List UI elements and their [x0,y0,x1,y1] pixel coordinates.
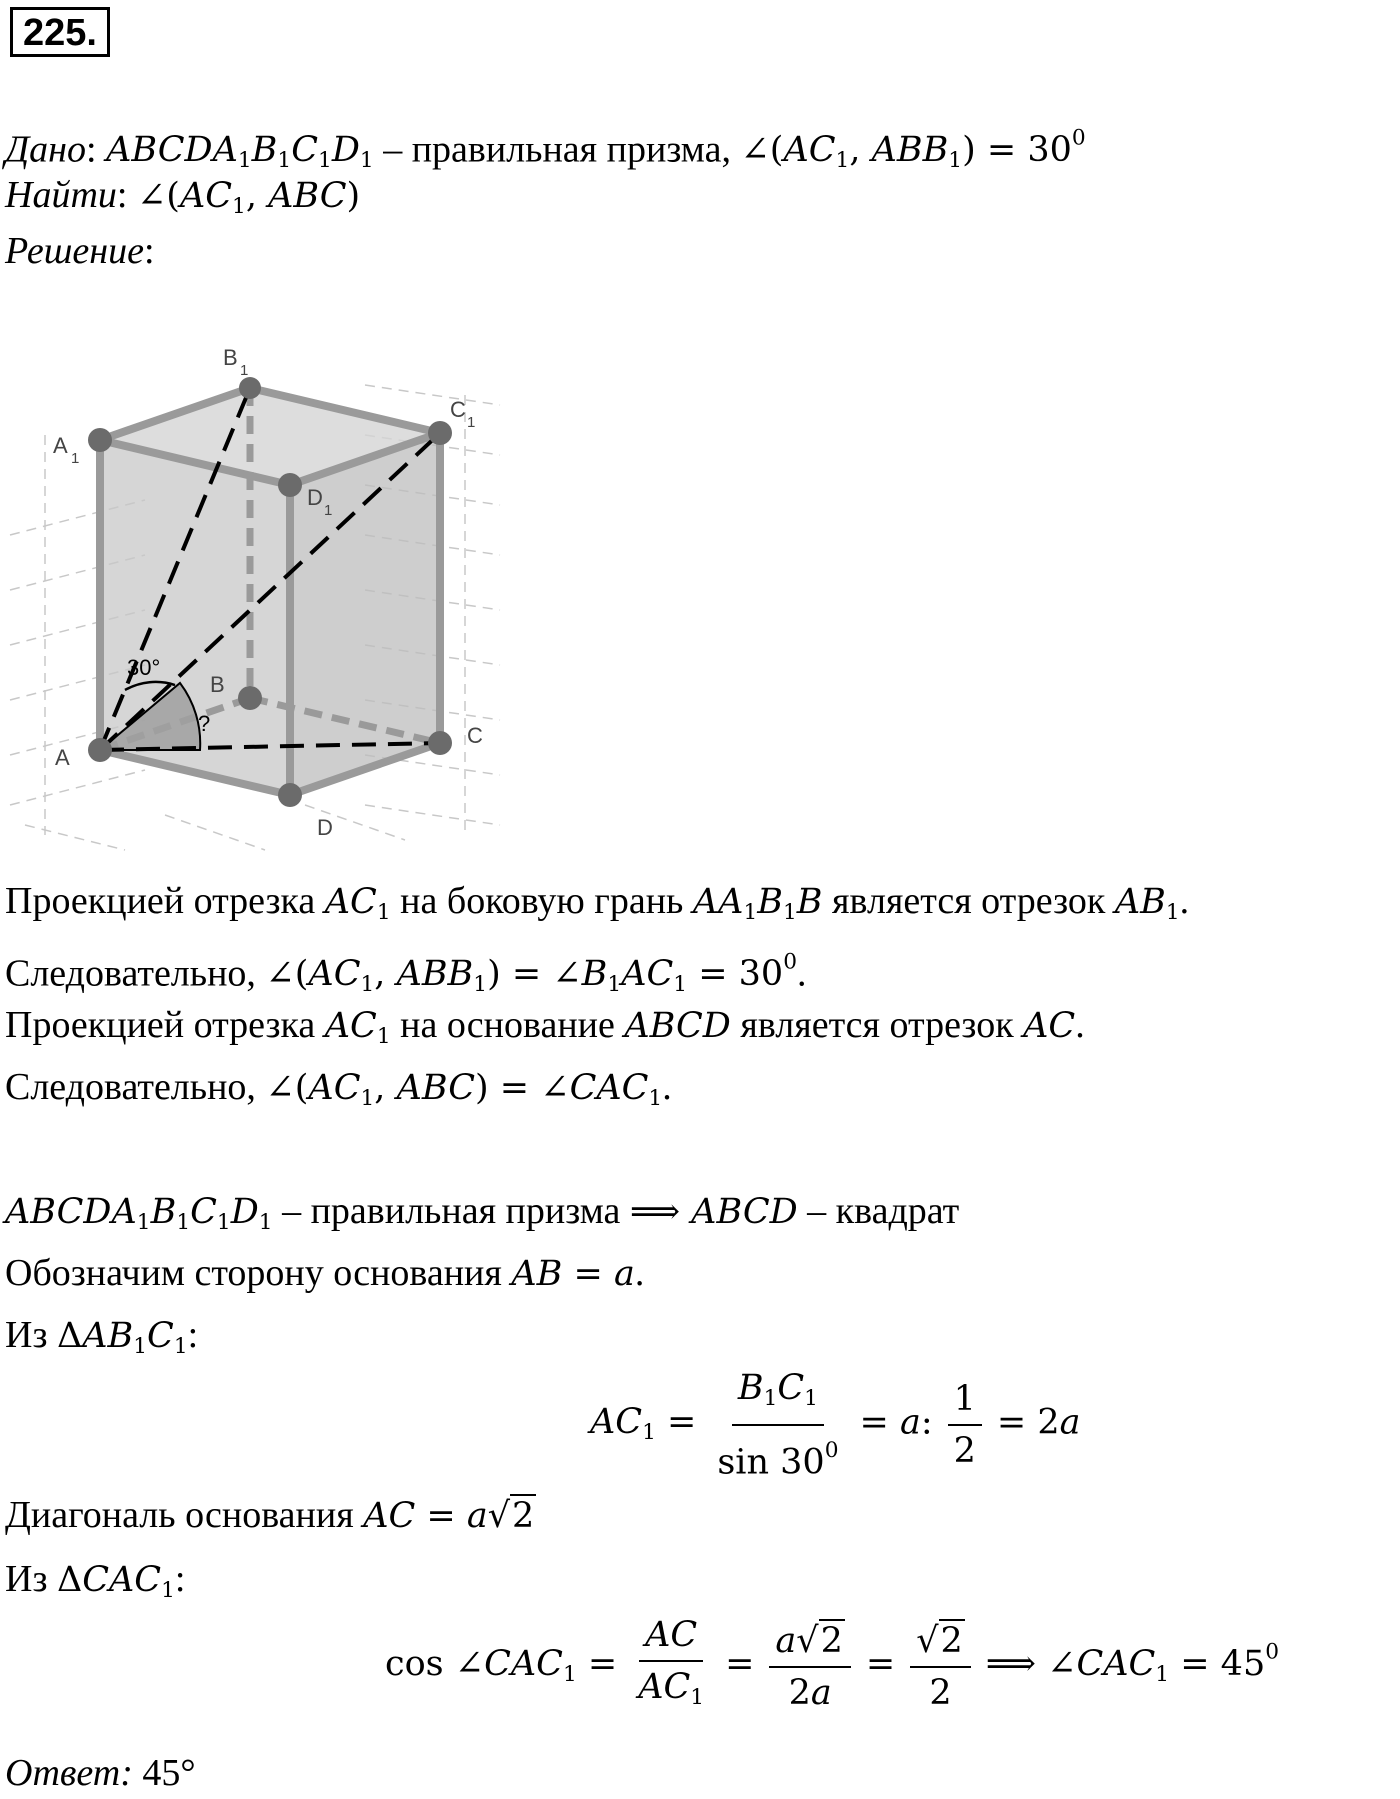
find-label: Найти [5,174,117,216]
vertex-D1 [278,473,302,497]
vertex-C1 [428,421,452,445]
from-text-2: Из [5,1558,48,1600]
solution-line [5,228,155,274]
onto-base-text: на основание [400,1004,615,1046]
sentence-1: Проекцией отрезка $AC_1$ на боковую грань $AA_1B_1B$ является отрезок $AB_1$. [5,880,1190,926]
vertex-B [238,686,262,710]
solution-colon: : [143,230,155,272]
projection-text-2: Проекцией отрезка [5,1004,316,1046]
label-C1-sub: 1 [467,414,476,431]
from-text-1: Из [5,1314,48,1356]
problem-number: 225. [10,7,110,57]
find-line: Найти: $\angle(AC_1$, ABC) [5,174,361,220]
given-colon: : [86,128,97,171]
label-B1-sub: 1 [240,362,249,379]
solution-label: Решение [5,230,144,272]
projection-text-1: Проекцией отрезка [5,880,316,922]
vertex-B1 [239,377,261,399]
sentence-8: Диагональ основания AC = a√2 [5,1494,535,1536]
vertex-C [428,731,452,755]
formula-cos: $\cos \angle CAC_1$ = $\frac{AC}{AC_1}$ = $\frac{a√2}{2a}$ = $\frac{√2}{2}$ ⟹ $\angle CAC_1 = 45^0$ [385,1612,1279,1721]
given-regular-prism: правильная призма, [411,128,731,171]
label-D: D [317,815,333,840]
label-A1-sub: 1 [71,450,80,467]
vertex-A1 [88,428,112,452]
label-B: B [210,672,225,697]
is-segment-text-1: является отрезок [832,880,1106,922]
cos-word: cos [385,1643,444,1684]
dash-1: – [272,1190,311,1232]
square-text: квадрат [835,1190,960,1232]
label-C1: C [450,397,466,422]
formula-ac1: $AC_1$ = $\frac{B_1C_1}{\sin 30^0}$ = a: $\frac{1}{2}$ = 2a [590,1365,1081,1485]
prism-figure [5,335,505,855]
vertex-D [278,783,302,807]
sentence-4: Следовательно, $\angle(AC_1$, $ABC) = \angle CAC_1$. [5,1066,672,1112]
sentence-3: Проекцией отрезка $AC_1$ на основание ABCD является отрезок AC. [5,1004,1085,1050]
given-line: Дано: $ABCDA_1B_1C_1D_1$ – правильная призма, $\angle(AC_1$, $ABB_1) = 30^0$ [5,126,1086,174]
given-label: Дано [5,128,87,171]
denote-side-text: Обозначим сторону основания [5,1252,502,1294]
sin-word: sin [717,1442,770,1483]
therefore-text-1: Следовательно, [5,952,256,995]
regular-prism-text: правильная призма [310,1190,621,1232]
label-D1: D [307,485,323,510]
answer-value: 45° [142,1752,196,1794]
dash-2: – [797,1190,836,1232]
therefore-text-2: Следовательно, [5,1066,256,1108]
label-A1: A [53,433,68,458]
label-C: C [467,723,483,748]
given-dash: – [373,128,412,171]
sentence-7: Из $\Delta AB_1C_1$: [5,1314,199,1360]
angle-label-unknown: ? [198,711,211,736]
base-diagonal-text: Диагональ основания [5,1494,354,1536]
find-colon: : [116,174,128,216]
answer-label: Ответ: [5,1752,133,1794]
sentence-6: Обозначим сторону основания AB = a. [5,1252,645,1294]
is-segment-text-2: является отрезок [740,1004,1014,1046]
label-D1-sub: 1 [324,502,333,519]
label-B1: B [223,345,238,370]
angle-label-30: 30° [127,655,161,680]
answer-line [5,1750,196,1796]
vertex-A [88,738,112,762]
sentence-9: Из $\Delta CAC_1$: [5,1558,186,1604]
sentence-2: Следовательно, $\angle(AC_1$, $ABB_1$) = $\angle B_1AC_1 = 30^0$. [5,950,807,998]
label-A: A [55,745,70,770]
sentence-5: $ABCDA_1B_1C_1D_1$ – правильная призма ⟹ ABCD – квадрат [5,1190,960,1236]
onto-lateral-face-text: на боковую грань [400,880,684,922]
